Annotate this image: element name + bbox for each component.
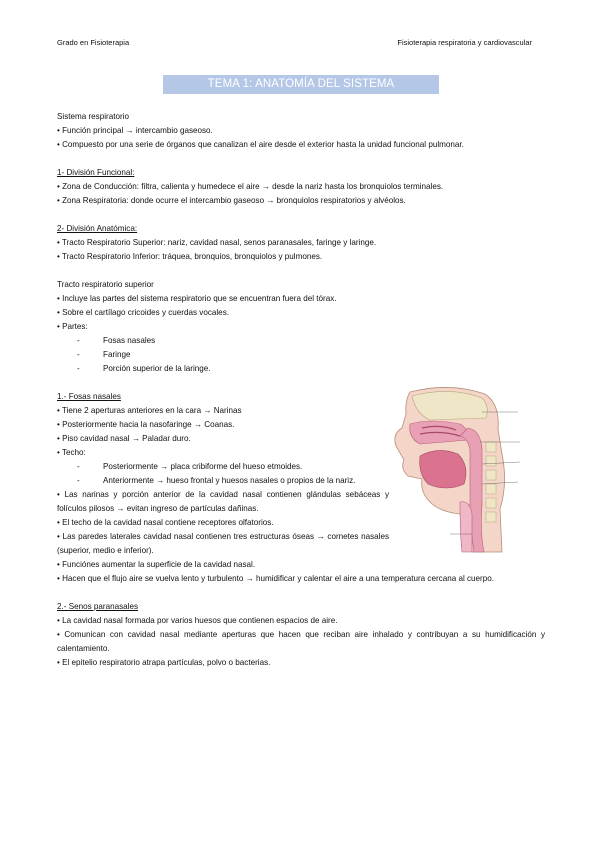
vertebra: [486, 442, 496, 452]
skull-bone: [412, 391, 487, 420]
vertebra: [486, 470, 496, 480]
page-title: TEMA 1: ANATOMÍA DEL SISTEMA RESPIRATORIO: [163, 75, 439, 94]
tracto-item: • Partes:: [57, 322, 88, 331]
intro-item: • Compuesto por una serie de órganos que canalizan el aire desde el exterior hasta la unidad funcional pulmonar.: [57, 140, 464, 149]
partes-item: - Fosas nasales: [77, 336, 156, 345]
upper-airway-illustration: [390, 384, 545, 554]
fosas-item: • El techo de la cavidad nasal contiene receptores olfatorios.: [57, 518, 274, 527]
fosas-item: • Techo:: [57, 448, 86, 457]
partes-item: - Porción superior de la laringe.: [77, 364, 211, 373]
vertebra: [486, 498, 496, 508]
partes-item: - Faringe: [77, 350, 131, 359]
fosas-item: • Las paredes laterales cavidad nasal contienen tres estructuras óseas → cornetes nasales (superior, medio e inferior).: [57, 532, 389, 555]
funcional-heading: 1- División Funcional:: [57, 168, 135, 177]
fosas-item: • Piso cavidad nasal → Paladar duro.: [57, 434, 191, 443]
anatomica-heading: 2- División Anatómica:: [57, 224, 138, 233]
tracto-heading: Tracto respiratorio superior: [57, 280, 154, 289]
funcional-item: • Zona de Conducción: filtra, calienta y humedece el aire → desde la nariz hasta los bronquiolos terminales.: [57, 182, 444, 191]
fosas-item: • Posteriormente hacia la nasofaringe → Coanas.: [57, 420, 235, 429]
header-left: Grado en Fisioterapia: [57, 38, 130, 47]
vertebra: [486, 512, 496, 522]
fosas-item: • Hacen que el flujo aire se vuelva lento y turbulento → humidificar y calentar el aire a una temperatura cercana al cuerpo.: [57, 574, 494, 583]
vertebra: [486, 456, 496, 466]
senos-item: • El epitelio respiratorio atrapa partículas, polvo o bacterias.: [57, 658, 271, 667]
senos-item: • La cavidad nasal formada por varios huesos que contienen espacios de aire.: [57, 616, 338, 625]
tongue: [420, 450, 466, 488]
larynx: [460, 502, 472, 552]
header-right: Fisioterapia respiratoria y cardiovascular: [397, 38, 532, 47]
intro-heading: Sistema respiratorio: [57, 112, 129, 121]
vertebra: [486, 484, 496, 494]
tracto-item: • Incluye las partes del sistema respiratorio que se encuentran fuera del tórax.: [57, 294, 337, 303]
fosas-heading: 1.- Fosas nasales: [57, 392, 121, 401]
techo-item: - Posteriormente → placa cribiforme del hueso etmoides.: [77, 462, 303, 471]
fosas-item: • Tiene 2 aperturas anteriores en la cara → Narinas: [57, 406, 242, 415]
anatomica-item: • Tracto Respiratorio Superior: nariz, cavidad nasal, senos paranasales, faringe y laringe.: [57, 238, 377, 247]
anatomica-item: • Tracto Respiratorio Inferior: tráquea, bronquios, bronquiolos y pulmones.: [57, 252, 323, 261]
techo-item: - Anteriormente → hueso frontal y huesos nasales o propios de la nariz.: [77, 476, 356, 485]
fosas-item: • Las narinas y porción anterior de la cavidad nasal contienen glándulas sebáceas y folículos pilosos → evitan ingreso de partículas dañinas.: [57, 490, 389, 513]
senos-heading: 2.- Senos paranasales: [57, 602, 138, 611]
intro-item: • Función principal → intercambio gaseoso.: [57, 126, 213, 135]
senos-item: • Comunican con cavidad nasal mediante aperturas que hacen que reciban aire inhalado y contribuyan a su humidificación y calentamiento.: [57, 630, 545, 653]
tracto-item: • Sobre el cartílago cricoides y cuerdas vocales.: [57, 308, 229, 317]
funcional-item: • Zona Respiratoria: donde ocurre el intercambio gaseoso → bronquiolos respiratorios y alvéolos.: [57, 196, 406, 205]
fosas-item: • Funciónes aumentar la superficie de la cavidad nasal.: [57, 560, 256, 569]
